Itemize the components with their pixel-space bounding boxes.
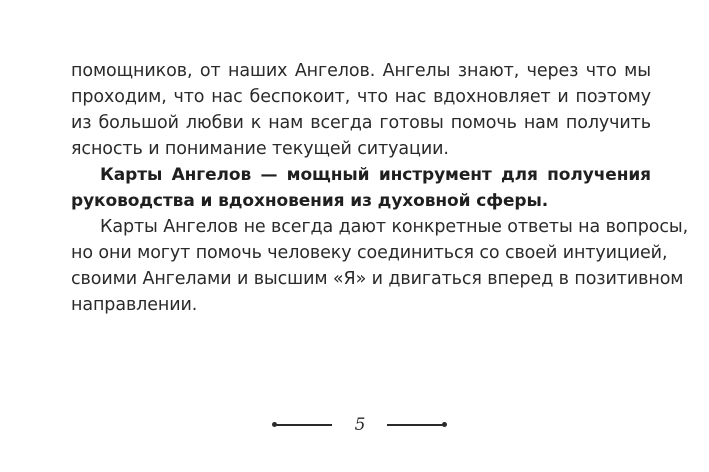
paragraph-3	[71, 214, 689, 318]
text-line: направлении.	[71, 295, 198, 315]
text-line: Карты Ангелов — мощный инструмент для получения	[100, 165, 651, 185]
text-line: из большой любви к нам всегда готовы помочь нам получить	[71, 113, 651, 133]
ornament-line-right-icon	[387, 424, 445, 426]
text-line: Карты Ангелов не всегда дают конкретные ответы на вопросы,	[100, 217, 689, 237]
paragraph-1	[71, 58, 651, 162]
page-footer	[0, 414, 709, 436]
text-line: своими Ангелами и высшим «Я» и двигаться вперед в позитивном	[71, 269, 684, 289]
text-line: проходим, что нас беспокоит, что нас вдохновляет и поэтому	[71, 87, 651, 107]
paragraph-2-bold	[71, 162, 651, 214]
ornament-dot-icon	[442, 422, 447, 427]
page-body	[71, 58, 689, 318]
page-number: 5	[354, 415, 366, 435]
text-line: но они могут помочь человеку соединиться со своей интуицией,	[71, 243, 668, 263]
text-line: ясность и понимание текущей ситуации.	[71, 139, 449, 159]
text-line: руководства и вдохновения из духовной сферы.	[71, 191, 549, 211]
ornament-line-left-icon	[274, 424, 332, 426]
text-line: помощников, от наших Ангелов. Ангелы знают, через что мы	[71, 61, 651, 81]
